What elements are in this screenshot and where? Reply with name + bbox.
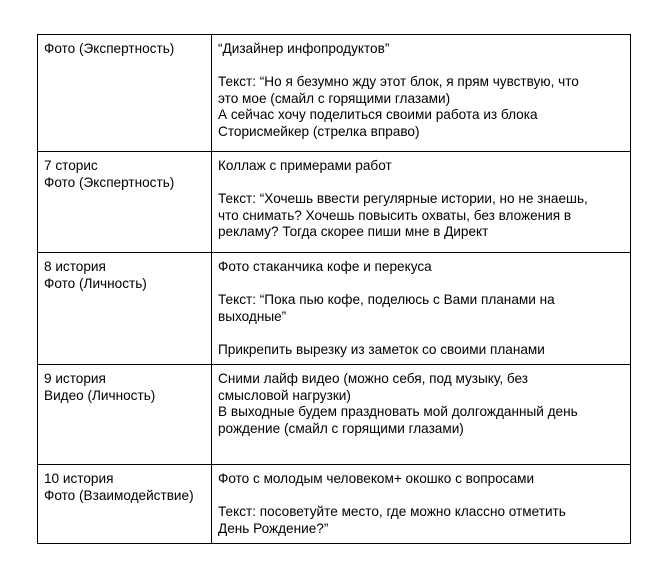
- content-line: В выходные будем праздновать мой долгожданный день: [218, 404, 578, 419]
- story-content-cell: [212, 35, 631, 152]
- content-line: Сторисмейкер (стрелка вправо): [218, 123, 420, 139]
- content-line: “Дизайнер инфопродуктов”: [218, 41, 390, 56]
- story-content-cell: [212, 465, 631, 544]
- story-label-cell: [38, 365, 212, 465]
- story-content-cell: [212, 152, 631, 253]
- table-row: [38, 365, 631, 465]
- content-line: Сними лайф видео (можно себя, под музыку, без: [218, 371, 528, 386]
- content-line: Фото с молодым человеком+ окошко с вопросами: [218, 471, 535, 486]
- content-line: Фото стаканчика кофе и перекуса: [218, 259, 432, 274]
- content-line: рождение (смайл с горящими глазами): [218, 420, 464, 436]
- table-row: [38, 465, 631, 544]
- content-line: смысловой нагрузки): [218, 387, 351, 403]
- content-line: А сейчас хочу поделиться своими работа из блока: [218, 107, 538, 122]
- story-label-line: Фото (Экспертность): [44, 41, 175, 56]
- story-label-line: Фото (Личность): [44, 275, 147, 291]
- story-label-cell: [38, 35, 212, 152]
- content-line: Коллаж с примерами работ: [218, 158, 392, 173]
- content-line: выходные”: [218, 308, 287, 324]
- content-line: Текст: посоветуйте место, где можно классно отметить: [218, 504, 566, 519]
- content-line: День Рождение?”: [218, 520, 329, 536]
- story-label-line: 8 история: [44, 259, 106, 274]
- story-content-cell: [212, 253, 631, 365]
- story-label-line: 10 история: [44, 471, 114, 486]
- content-line: Текст: “Пока пью кофе, поделюсь с Вами планами на: [218, 292, 555, 307]
- table-row: [38, 152, 631, 253]
- content-line: Текст: “Но я безумно жду этот блок, я прям чувствую, что: [218, 74, 579, 89]
- story-label-cell: [38, 253, 212, 365]
- story-label-line: Фото (Экспертность): [44, 174, 175, 190]
- story-plan-table: [37, 34, 631, 544]
- story-label-cell: [38, 465, 212, 544]
- table-row: [38, 253, 631, 365]
- content-line: рекламу? Тогда скорее пиши мне в Директ: [218, 224, 489, 239]
- story-label-cell: [38, 152, 212, 253]
- content-line: Прикрепить вырезку из заметок со своими планами: [218, 341, 545, 357]
- story-content-cell: [212, 365, 631, 465]
- story-label-line: Фото (Взаимодействие): [44, 487, 194, 503]
- story-label-line: Видео (Личность): [44, 387, 156, 403]
- content-line: что снимать? Хочешь повысить охваты, без вложения в: [218, 207, 572, 223]
- table-row: [38, 35, 631, 152]
- content-line: Текст: “Хочешь ввести регулярные истории, но не знаешь,: [218, 191, 588, 206]
- story-label-line: 9 история: [44, 371, 106, 386]
- content-line: это мое (смайл с горящими глазами): [218, 90, 451, 106]
- story-label-line: 7 сторис: [44, 158, 98, 173]
